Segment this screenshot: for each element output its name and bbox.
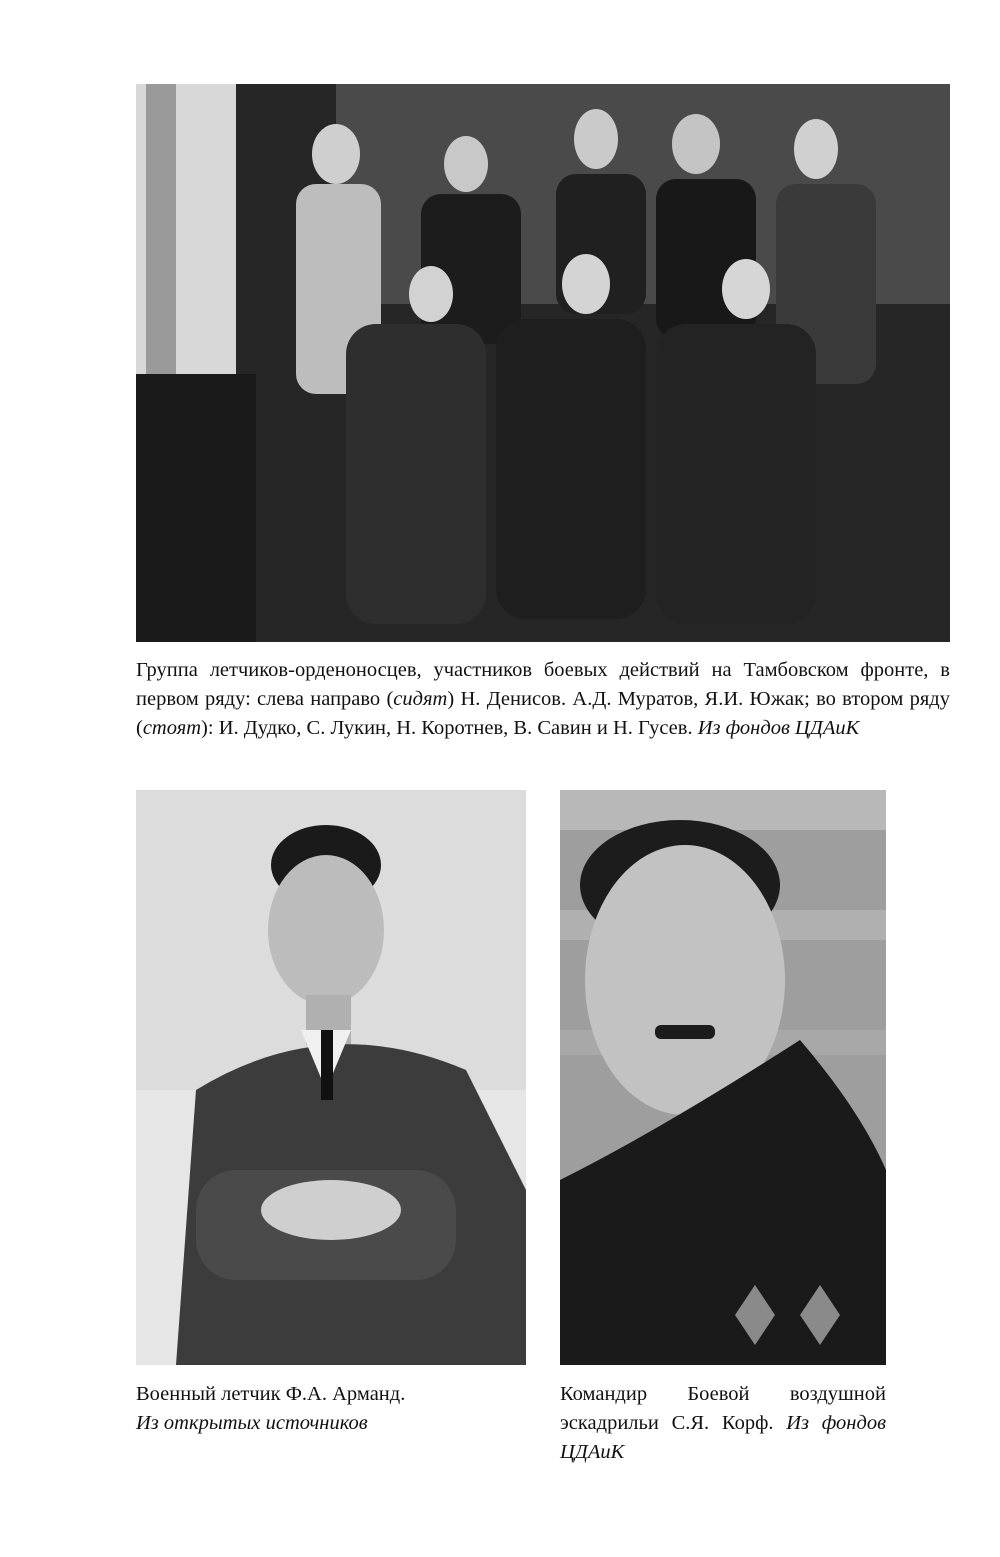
group-caption-mid: ) Н. Денисов. А.Д. Муратов, Я.И. Южак; во втором ряду (: [136, 688, 950, 739]
korf-caption-source: Из фондов ЦДАиК: [560, 1412, 886, 1463]
group-photo-caption: [136, 656, 950, 743]
group-caption-standing: стоят: [142, 717, 202, 739]
armand-caption-main: Военный летчик Ф.А. Арманд.: [136, 1383, 406, 1405]
armand-caption-source: Из открытых источников: [136, 1412, 368, 1434]
armand-caption: [136, 1380, 526, 1438]
group-caption-names: ): И. Дудко, С. Лукин, Н. Коротнев, В. Савин и Н. Гусев.: [201, 717, 698, 739]
group-caption-seated: сидят: [393, 688, 448, 710]
armand-portrait-image: [136, 790, 526, 1365]
group-photo: [136, 84, 950, 642]
korf-portrait-photo: [560, 790, 886, 1365]
armand-portrait-photo: [136, 790, 526, 1365]
korf-caption-main: Командир Боевой воздушной эскадрильи С.Я. Корф.: [560, 1383, 886, 1434]
group-photo-image: [136, 84, 950, 642]
korf-portrait-image: [560, 790, 886, 1365]
group-caption-main: Группа летчиков-орденоносцев, участников боевых действий на Тамбовском фронте, в первом ряду: слева направо (: [136, 659, 950, 710]
group-caption-source: Из фондов ЦДАиК: [697, 717, 860, 739]
korf-caption: [560, 1380, 886, 1467]
